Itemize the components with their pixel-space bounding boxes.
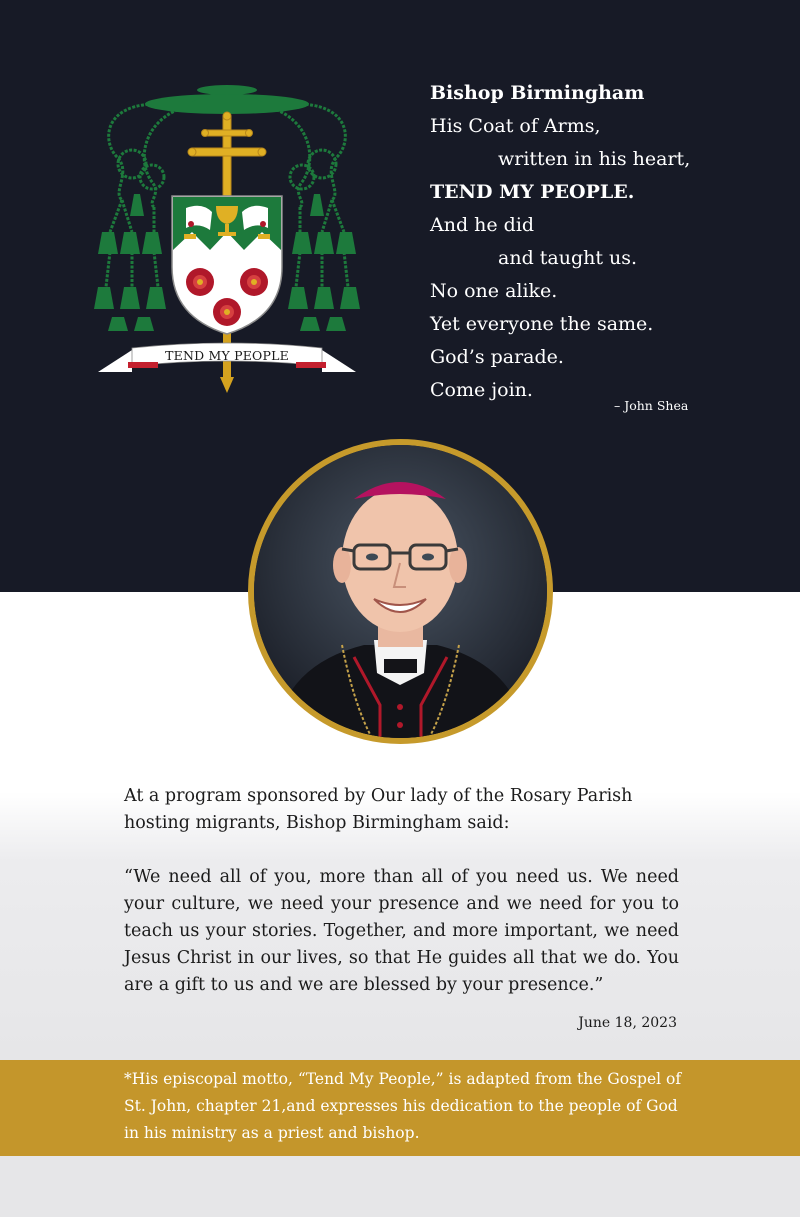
portrait-illustration [254, 445, 547, 738]
coat-of-arms-motto: TEND MY PEOPLE [165, 348, 289, 363]
poem-line: written in his heart, [498, 148, 691, 170]
footnote: *His episcopal motto, “Tend My People,” is adapted from the Gospel of St. John, chapter 21,and expresses his dedication to the people of God in his ministry as a priest and bishop. [124, 1070, 682, 1142]
poem-line: God’s parade. [430, 346, 564, 368]
poem-line: Yet everyone the same. [430, 313, 654, 335]
intro-paragraph: At a program sponsored by Our lady of the Rosary Parish hosting migrants, Bishop Birmingham said: [124, 786, 633, 833]
poem-line: No one alike. [430, 280, 558, 302]
poem-line: and taught us. [498, 247, 638, 269]
quote-date: June 18, 2023 [578, 1015, 677, 1031]
coat-of-arms [92, 82, 362, 400]
poem-line: Come join. [430, 379, 533, 401]
poem-title: Bishop Birmingham [430, 82, 645, 104]
poem [430, 77, 760, 407]
bishop-quote: “We need all of you, more than all of you need us. We need your culture, we need your presence and we need for you to teach us your stories. Together, and more important, we need Jesus Christ in our lives, so that He guides all that we do. You are a gift to us and we are blessed by your presence.” [124, 867, 679, 995]
poem-attribution: – John Shea [614, 398, 689, 413]
coat-of-arms-graphic [92, 82, 362, 400]
bishop-portrait [248, 439, 553, 744]
poem-line: And he did [430, 214, 535, 236]
bottom-band [0, 1156, 800, 1217]
poem-line-motto: TEND MY PEOPLE. [430, 181, 635, 203]
poem-line: His Coat of Arms, [430, 115, 601, 137]
